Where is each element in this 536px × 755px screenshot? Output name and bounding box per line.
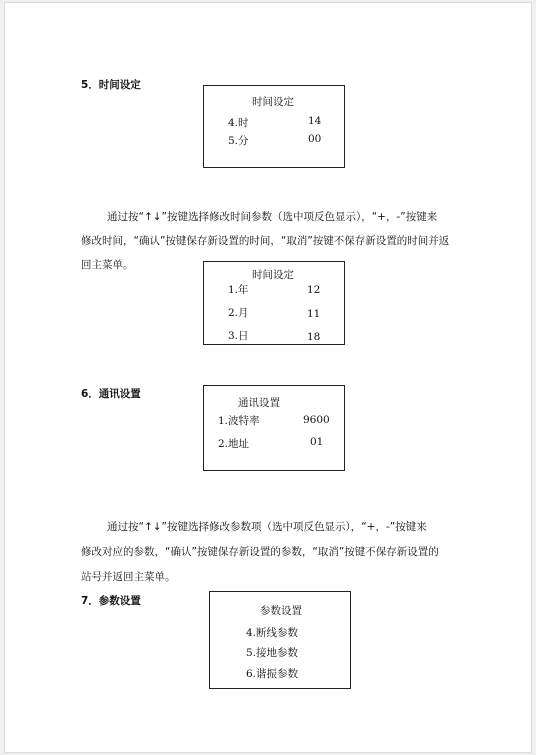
row-label-month: 2.月 — [228, 307, 249, 319]
row-value-month: 11 — [307, 308, 321, 320]
lcd-screen-param — [209, 591, 351, 689]
paragraph-time-line2: 修改时间，“确认”按键保存新设置的时间，“取消”按键不保存新设置的时间并返 — [81, 235, 450, 247]
section-heading-comm: 6．通讯设置 — [81, 388, 141, 400]
screen-title: 时间设定 — [252, 96, 294, 108]
menu-item-resonance-params: 6.谐振参数 — [246, 668, 299, 680]
row-value-minute: 00 — [308, 133, 322, 145]
row-value-hour: 14 — [308, 115, 322, 127]
paragraph-comm-line1: 通过按“↑↓”按键选择修改参数项（选中项反色显示），“+，-”按键来 — [107, 521, 427, 533]
paragraph-time-line1: 通过按“↑↓”按键选择修改时间参数（选中项反色显示），“+，-”按键来 — [107, 211, 438, 223]
row-value-address: 01 — [310, 436, 324, 448]
row-label-address: 2.地址 — [218, 438, 250, 450]
row-value-day: 18 — [307, 331, 321, 343]
paragraph-comm-line3: 站号并返回主菜单。 — [81, 571, 176, 583]
menu-item-grounding-params: 5.接地参数 — [246, 647, 299, 659]
paragraph-time-line3: 回主菜单。 — [81, 259, 134, 271]
menu-item-disconnect-params: 4.断线参数 — [246, 627, 299, 639]
lcd-screen-time-date — [203, 261, 345, 345]
row-label-day: 3.日 — [228, 330, 249, 342]
row-label-year: 1.年 — [228, 284, 249, 296]
section-heading-time: 5．时间设定 — [81, 79, 141, 91]
row-label-minute: 5.分 — [228, 135, 249, 147]
screen-title: 参数设置 — [260, 605, 302, 617]
row-label-baud-rate: 1.波特率 — [218, 415, 260, 427]
screen-title: 时间设定 — [252, 269, 294, 281]
lcd-screen-comm — [203, 385, 345, 471]
section-heading-param: 7．参数设置 — [81, 595, 141, 607]
document-page — [4, 2, 532, 753]
row-label-hour: 4.时 — [228, 117, 249, 129]
row-value-baud-rate: 9600 — [303, 414, 330, 426]
lcd-screen-time-hour-minute — [203, 85, 345, 168]
paragraph-comm-line2: 修改对应的参数，“确认”按键保存新设置的参数，“取消”按键不保存新设置的 — [81, 546, 439, 558]
row-value-year: 12 — [307, 284, 321, 296]
screen-title: 通讯设置 — [238, 397, 280, 409]
